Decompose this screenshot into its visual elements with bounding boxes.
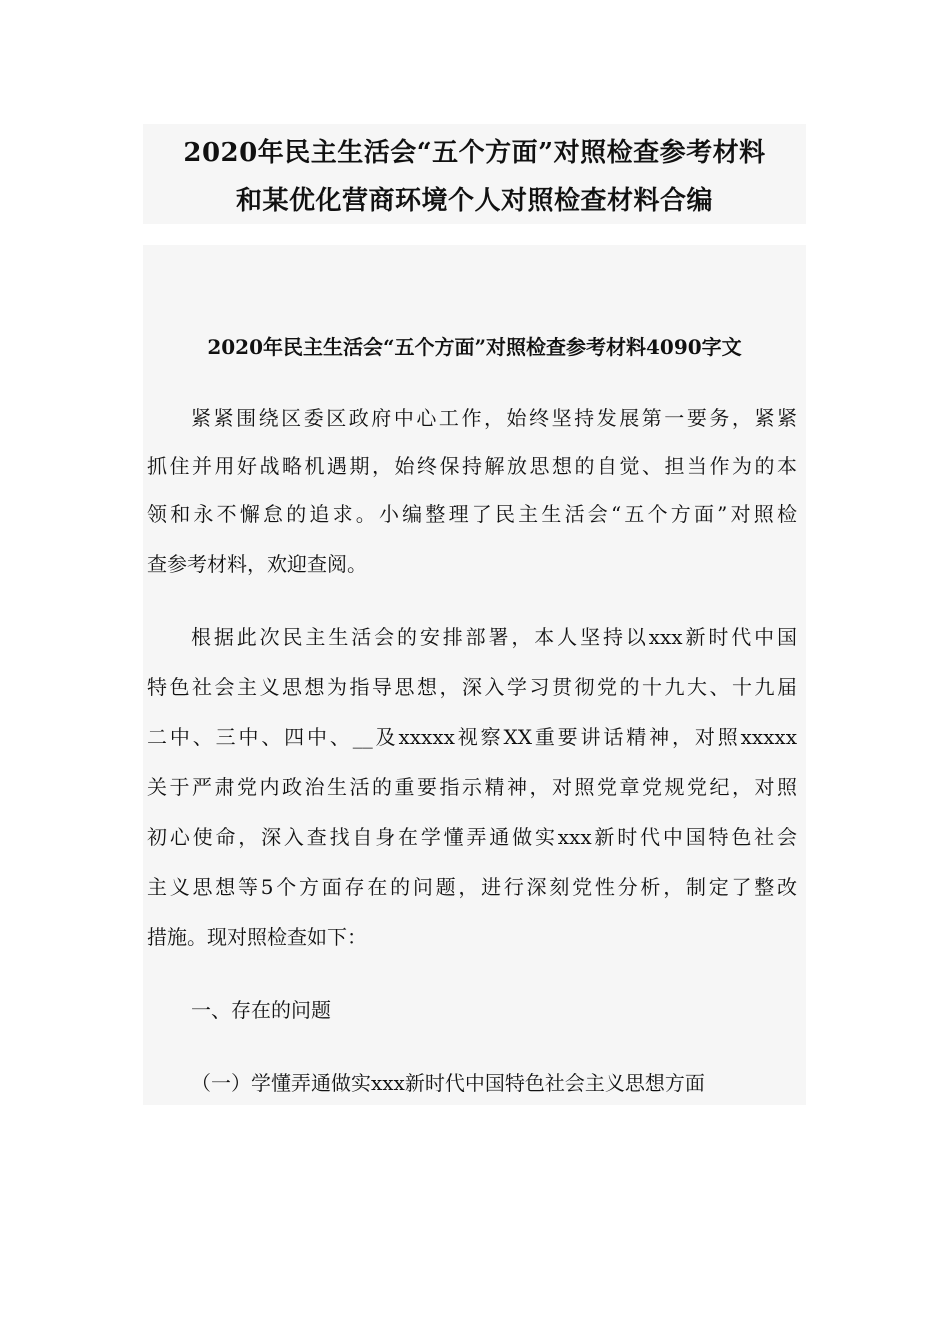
paragraph-2-line-4: 关于严肃党内政治生活的重要指示精神，对照党章党规党纪，对照 [147,775,797,799]
paragraph-2-line-3: 二中、三中、四中、__及xxxxx视察XX重要讲话精神，对照xxxxx [147,725,797,749]
section-subtitle: 2020年民主生活会“五个方面”对照检查参考材料4090字文 [207,335,742,359]
section-heading: 一、存在的问题 [191,998,331,1022]
document-title-line-2: 和某优化营商环境个人对照检查材料合编 [235,186,713,216]
paragraph-1-line-2: 抓住并用好战略机遇期，始终保持解放思想的自觉、担当作为的本 [147,454,797,478]
paragraph-2-line-6: 主义思想等5个方面存在的问题，进行深刻党性分析，制定了整改 [147,875,797,899]
paragraph-2-line-7: 措施。现对照检查如下： [147,925,367,949]
paragraph-2-line-5: 初心使命，深入查找自身在学懂弄通做实xxx新时代中国特色社会 [147,825,797,849]
subsection-heading: （一）学懂弄通做实xxx新时代中国特色社会主义思想方面 [191,1071,705,1095]
paragraph-2-line-1: 根据此次民主生活会的安排部署，本人坚持以xxx新时代中国 [191,625,797,649]
paragraph-1-line-1: 紧紧围绕区委区政府中心工作，始终坚持发展第一要务，紧紧 [191,406,797,430]
paragraph-2-line-2: 特色社会主义思想为指导思想，深入学习贯彻党的十九大、十九届 [147,675,797,699]
paragraph-1-line-3: 领和永不懈怠的追求。小编整理了民主生活会“五个方面”对照检 [147,502,797,526]
document-title-line-1: 2020年民主生活会“五个方面”对照检查参考材料 [183,138,766,168]
paragraph-1-line-4: 查参考材料，欢迎查阅。 [147,552,367,576]
